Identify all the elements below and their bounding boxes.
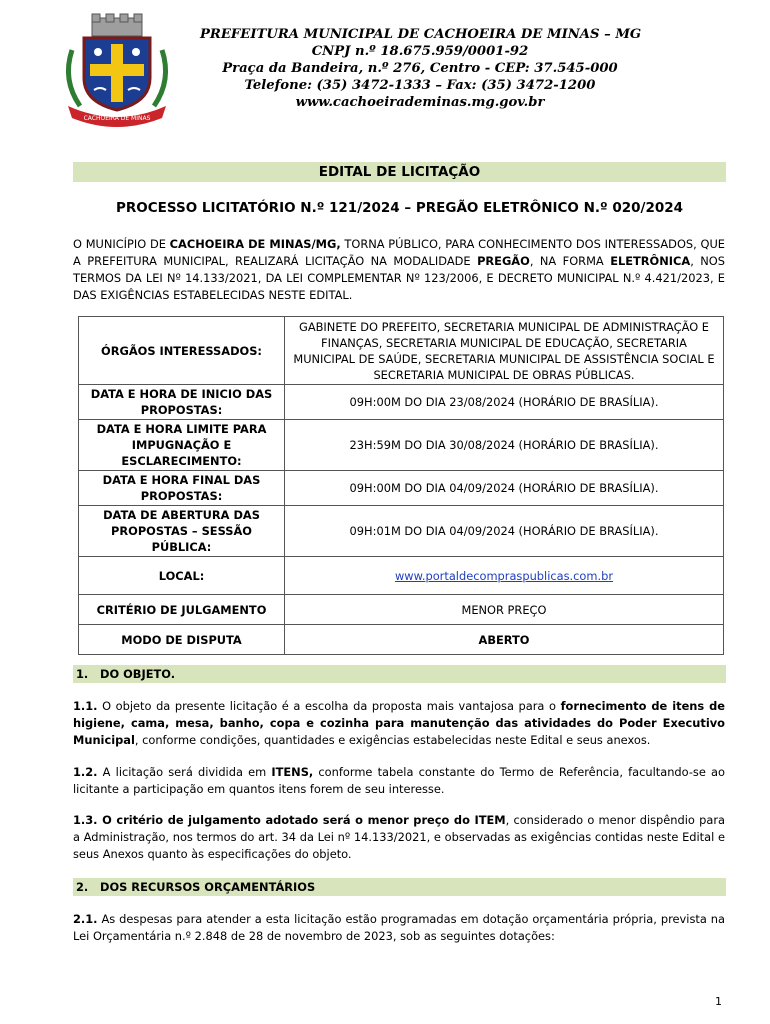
- row-value: 09H:00M DO DIA 23/08/2024 (HORÁRIO DE BRASÍLIA).: [285, 385, 724, 420]
- section-heading-1: [73, 665, 726, 683]
- clause-1-2: [73, 764, 725, 798]
- intro-paragraph: [73, 236, 725, 304]
- table-row: [79, 471, 724, 506]
- document-title: EDITAL DE LICITAÇÃO: [73, 162, 726, 182]
- section-title: DO OBJETO.: [100, 667, 176, 681]
- text-span: , considerado o menor dispêndio para a Administração, nos termos do art. 34 da Lei nº 14.133/2021, e observadas as exigências contidas neste Edital e seus Anexos quanto às especificações do objeto.: [73, 813, 725, 861]
- section-heading-2: [73, 878, 726, 896]
- section-title: DOS RECURSOS ORÇAMENTÁRIOS: [100, 880, 316, 894]
- bold-span: PREGÃO: [477, 254, 530, 268]
- row-label: MODO DE DISPUTA: [79, 625, 285, 655]
- row-label: DATA DE ABERTURA DAS PROPOSTAS – SESSÃO PÚBLICA:: [79, 506, 285, 557]
- text-span: , NA FORMA: [529, 254, 611, 268]
- clause-1-3: [73, 812, 725, 863]
- clause-number: 1.3.: [73, 813, 98, 827]
- letterhead: [200, 26, 640, 111]
- row-label: DATA E HORA FINAL DAS PROPOSTAS:: [79, 471, 285, 506]
- process-heading: PROCESSO LICITATÓRIO N.º 121/2024 – PREGÃO ELETRÔNICO N.º 020/2024: [115, 200, 684, 216]
- clause-number: 1.2.: [73, 765, 98, 779]
- bold-span: ITENS,: [271, 765, 314, 779]
- text-span: , NOS TERMOS DA LEI Nº 14.133/2021, DA LEI COMPLEMENTAR Nº 123/2006, E DECRETO MUNICIPAL N.º 4.421/2023, E DAS EXIGÊNCIAS ESTABELECIDAS NESTE EDITAL.: [73, 254, 725, 302]
- table-row: [79, 317, 724, 385]
- table-row: [79, 385, 724, 420]
- section-number: 1.: [76, 667, 89, 681]
- row-label: DATA E HORA LIMITE PARA IMPUGNAÇÃO E ESCLARECIMENTO:: [79, 420, 285, 471]
- letterhead-line: Praça da Bandeira, n.º 276, Centro - CEP: 37.545-000: [222, 61, 618, 76]
- letterhead-line: www.cachoeirademinas.mg.gov.br: [295, 95, 545, 110]
- portal-link[interactable]: www.portaldecompraspublicas.com.br: [394, 568, 614, 583]
- municipal-coat-of-arms-icon: [58, 10, 176, 128]
- row-label: DATA E HORA DE INICIO DAS PROPOSTAS:: [79, 385, 285, 420]
- text-span: O objeto da presente licitação é a escolha da proposta mais vantajosa para o: [97, 699, 561, 713]
- table-row: [79, 625, 724, 655]
- row-label: CRITÉRIO DE JULGAMENTO: [79, 595, 285, 625]
- bold-span: fornecimento de itens de higiene, cama, mesa, banho, copa e cozinha para manutenção das atividades do Poder Executivo Municipal: [73, 699, 726, 747]
- row-label: ÓRGÃOS INTERESSADOS:: [79, 317, 285, 385]
- row-value: GABINETE DO PREFEITO, SECRETARIA MUNICIPAL DE ADMINISTRAÇÃO E FINANÇAS, SECRETARIA MUNICIPAL DE EDUCAÇÃO, SECRETARIA MUNICIPAL DE SAÚDE, SECRETARIA MUNICIPAL DE ASSISTÊNCIA SOCIAL E SECRETARIA MUNICIPAL DE OBRAS PÚBLICAS.: [285, 317, 724, 385]
- letterhead-line: PREFEITURA MUNICIPAL DE CACHOEIRA DE MINAS – MG: [200, 27, 642, 42]
- crest-ribbon-text: CACHOEIRA DE MINAS: [83, 115, 151, 122]
- row-value: MENOR PREÇO: [285, 595, 724, 625]
- text-span: O MUNICÍPIO DE: [73, 237, 170, 251]
- text-span: , conforme condições, quantidades e exigências estabelecidas neste Edital e seus anexos.: [134, 733, 651, 747]
- row-value: 09H:01M DO DIA 04/09/2024 (HORÁRIO DE BRASÍLIA).: [285, 506, 724, 557]
- clause-number: 2.1.: [73, 912, 98, 926]
- letterhead-line: CNPJ n.º 18.675.959/0001-92: [311, 44, 529, 59]
- section-number: 2.: [76, 880, 89, 894]
- text-span: conforme tabela constante do Termo de Referência, facultando-se ao licitante a participação em quantos itens forem de seu interesse.: [73, 765, 725, 796]
- table-row: [79, 420, 724, 471]
- page-number: 1: [715, 995, 722, 1008]
- table-row: [79, 506, 724, 557]
- table-row: [79, 557, 724, 595]
- table-row: [79, 595, 724, 625]
- text-span: TORNA PÚBLICO, PARA CONHECIMENTO DOS INTERESSADOS, QUE A PREFEITURA MUNICIPAL, REALIZARÁ LICITAÇÃO NA MODALIDADE: [73, 237, 725, 268]
- bidding-info-table: [78, 316, 724, 655]
- row-value: 23H:59M DO DIA 30/08/2024 (HORÁRIO DE BRASÍLIA).: [285, 420, 724, 471]
- clause-1-1: [73, 698, 725, 749]
- text-span: A licitação será dividida em: [97, 765, 272, 779]
- clause-number: 1.1.: [73, 699, 98, 713]
- row-value: 09H:00M DO DIA 04/09/2024 (HORÁRIO DE BRASÍLIA).: [285, 471, 724, 506]
- bold-span: O critério de julgamento adotado será o menor preço do ITEM: [97, 813, 506, 827]
- row-value: ABERTO: [285, 625, 724, 655]
- row-value: [285, 557, 724, 595]
- bold-span: CACHOEIRA DE MINAS/MG,: [169, 237, 341, 251]
- clause-2-1: [73, 911, 725, 945]
- text-span: As despesas para atender a esta licitação estão programadas em dotação orçamentária própria, prevista na Lei Orçamentária n.º 2.848 de 28 de novembro de 2023, sob as seguintes dotações:: [73, 912, 725, 943]
- row-label: LOCAL:: [79, 557, 285, 595]
- bold-span: ELETRÔNICA: [610, 254, 691, 268]
- letterhead-line: Telefone: (35) 3472-1333 – Fax: (35) 3472-1200: [244, 78, 596, 93]
